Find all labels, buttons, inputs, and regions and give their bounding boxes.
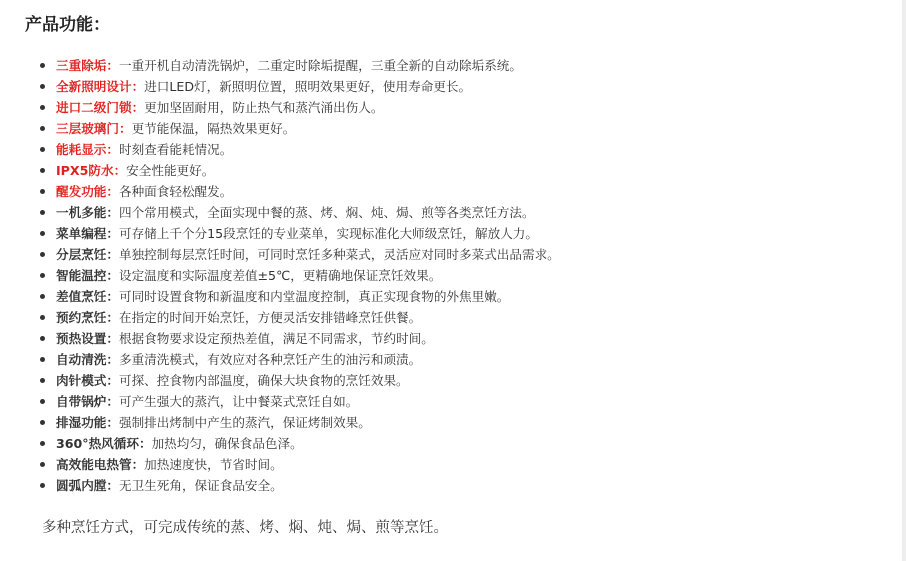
bullet-icon	[40, 336, 45, 341]
feature-item	[39, 244, 560, 265]
bullet-icon	[40, 315, 45, 320]
feature-description: 可探、控食物内部温度，确保大块食物的烹饪效果。	[118, 373, 409, 388]
feature-name: 差值烹饪：	[56, 289, 119, 304]
feature-name: 自带锅炉：	[56, 394, 119, 409]
feature-name: 高效能电热管：	[56, 457, 145, 472]
feature-description: 在指定的时间开始烹饪，方便灵活安排错峰烹饪供餐。	[118, 310, 422, 325]
bullet-icon	[40, 168, 45, 173]
feature-description: 加热均匀，确保食品色泽。	[151, 436, 303, 451]
feature-name: 排湿功能：	[56, 415, 119, 430]
feature-description: 强制排出烤制中产生的蒸汽，保证烤制效果。	[118, 415, 371, 430]
feature-item	[39, 307, 560, 328]
feature-description: 设定温度和实际温度差值±5℃，更精确地保证烹饪效果。	[118, 268, 442, 283]
feature-item	[39, 349, 560, 370]
feature-item	[39, 391, 560, 412]
feature-item	[39, 286, 560, 307]
feature-list	[39, 55, 560, 496]
feature-item	[39, 76, 560, 97]
feature-description: 时刻查看能耗情况。	[118, 142, 233, 157]
feature-name: 自动清洗：	[56, 352, 119, 367]
feature-description: 加热速度快，节省时间。	[144, 457, 283, 472]
feature-item	[39, 454, 560, 475]
feature-item	[39, 97, 560, 118]
bullet-icon	[40, 378, 45, 383]
section-title: 产品功能：	[25, 15, 110, 35]
bullet-icon	[40, 357, 45, 362]
bullet-icon	[40, 273, 45, 278]
feature-name: 圆弧内膛：	[56, 478, 119, 493]
feature-name: 醒发功能：	[56, 184, 119, 199]
feature-item	[39, 475, 560, 496]
bullet-icon	[40, 105, 45, 110]
feature-description: 各种面食轻松醒发。	[118, 184, 233, 199]
feature-description: 更加坚固耐用，防止热气和蒸汽涌出伤人。	[144, 100, 384, 115]
feature-description: 可存储上千个分15段烹饪的专业菜单，实现标准化大师级烹饪，解放人力。	[118, 226, 538, 241]
feature-name: IPX5防水：	[56, 163, 127, 178]
feature-description: 根据食物要求设定预热差值，满足不同需求，节约时间。	[118, 331, 434, 346]
feature-description: 进口LED灯，新照明位置，照明效果更好，使用寿命更长。	[144, 79, 472, 94]
feature-item	[39, 328, 560, 349]
feature-name: 全新照明设计：	[56, 79, 145, 94]
bullet-icon	[40, 210, 45, 215]
feature-item	[39, 181, 560, 202]
feature-name: 进口二级门锁：	[56, 100, 145, 115]
feature-description: 四个常用模式，全面实现中餐的蒸、烤、焖、炖、焗、煎等各类烹饪方法。	[118, 205, 535, 220]
bullet-icon	[40, 231, 45, 236]
feature-item	[39, 370, 560, 391]
feature-name: 菜单编程：	[56, 226, 119, 241]
bullet-icon	[40, 63, 45, 68]
bullet-icon	[40, 147, 45, 152]
bullet-icon	[40, 189, 45, 194]
feature-name: 三层玻璃门：	[56, 121, 132, 136]
feature-description: 一重开机自动清洗锅炉，二重定时除垢提醒，三重全新的自动除垢系统。	[118, 58, 522, 73]
feature-description: 可同时设置食物和新温度和内堂温度控制，真正实现食物的外焦里嫩。	[118, 289, 510, 304]
bullet-icon	[40, 420, 45, 425]
feature-name: 分层烹饪：	[56, 247, 119, 262]
feature-item	[39, 202, 560, 223]
feature-name: 智能温控：	[56, 268, 119, 283]
feature-description: 无卫生死角，保证食品安全。	[118, 478, 283, 493]
feature-item	[39, 139, 560, 160]
feature-description: 更节能保温，隔热效果更好。	[131, 121, 296, 136]
feature-name: 预热设置：	[56, 331, 119, 346]
bullet-icon	[40, 483, 45, 488]
feature-description: 可产生强大的蒸汽，让中餐菜式烹饪自如。	[118, 394, 359, 409]
bullet-icon	[40, 126, 45, 131]
bullet-icon	[40, 399, 45, 404]
feature-name: 预约烹饪：	[56, 310, 119, 325]
feature-description: 安全性能更好。	[126, 163, 215, 178]
feature-name: 360°热风循环：	[56, 436, 152, 451]
feature-item	[39, 412, 560, 433]
feature-name: 肉针模式：	[56, 373, 119, 388]
summary-text: 多种烹饪方式，可完成传统的蒸、烤、焖、炖、焗、煎等烹饪。	[42, 520, 448, 536]
bullet-icon	[40, 294, 45, 299]
bullet-icon	[40, 462, 45, 467]
scrollbar-track[interactable]	[902, 0, 906, 561]
feature-description: 单独控制每层烹饪时间，可同时烹饪多种菜式，灵活应对同时多菜式出品需求。	[118, 247, 560, 262]
feature-item	[39, 265, 560, 286]
feature-description: 多重清洗模式，有效应对各种烹饪产生的油污和顽渍。	[118, 352, 422, 367]
feature-name: 一机多能：	[56, 205, 119, 220]
feature-item	[39, 160, 560, 181]
feature-name: 三重除垢：	[56, 58, 119, 73]
feature-name: 能耗显示：	[56, 142, 119, 157]
feature-item	[39, 118, 560, 139]
bullet-icon	[40, 441, 45, 446]
bullet-icon	[40, 252, 45, 257]
feature-item	[39, 223, 560, 244]
feature-item	[39, 55, 560, 76]
bullet-icon	[40, 84, 45, 89]
feature-item	[39, 433, 560, 454]
